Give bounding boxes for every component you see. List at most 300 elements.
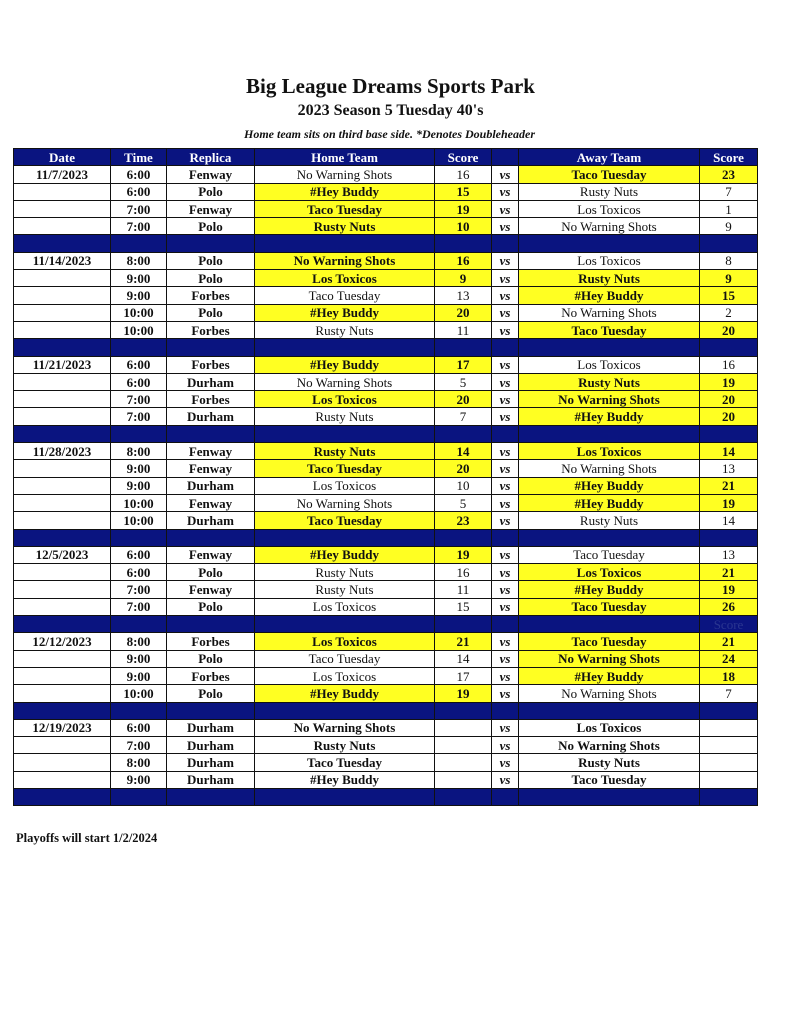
game-time: 6:00	[111, 719, 167, 736]
away-team: Los Toxicos	[519, 443, 700, 460]
home-score: 20	[435, 391, 492, 408]
game-time: 6:00	[111, 166, 167, 183]
game-replica-field: Polo	[167, 270, 255, 287]
game-replica-field: Polo	[167, 598, 255, 615]
game-replica-field: Fenway	[167, 166, 255, 183]
header-row	[14, 149, 758, 166]
vs-label: vs	[492, 391, 519, 408]
separator-cell	[255, 235, 435, 252]
game-time: 7:00	[111, 581, 167, 598]
away-score: 7	[700, 183, 758, 200]
separator-cell	[492, 702, 519, 719]
separator-cell	[492, 788, 519, 805]
away-team: Taco Tuesday	[519, 546, 700, 563]
game-row	[14, 460, 758, 477]
game-time: 8:00	[111, 754, 167, 771]
vs-label: vs	[492, 252, 519, 269]
vs-label: vs	[492, 183, 519, 200]
game-replica-field: Durham	[167, 737, 255, 754]
home-score: 19	[435, 200, 492, 217]
separator-cell	[111, 529, 167, 546]
home-score: 14	[435, 443, 492, 460]
home-score: 5	[435, 494, 492, 511]
vs-label: vs	[492, 373, 519, 390]
home-team: No Warning Shots	[255, 373, 435, 390]
game-time: 7:00	[111, 408, 167, 425]
home-team: Los Toxicos	[255, 477, 435, 494]
game-time: 7:00	[111, 737, 167, 754]
home-team: Taco Tuesday	[255, 754, 435, 771]
away-team: Rusty Nuts	[519, 754, 700, 771]
separator-cell	[435, 702, 492, 719]
page-title: Big League Dreams Sports Park	[246, 74, 535, 98]
game-date	[14, 581, 111, 598]
game-row	[14, 287, 758, 304]
home-team: #Hey Buddy	[255, 356, 435, 373]
game-replica-field: Polo	[167, 650, 255, 667]
vs-label: vs	[492, 633, 519, 650]
game-time: 9:00	[111, 270, 167, 287]
home-score: 7	[435, 408, 492, 425]
game-row	[14, 183, 758, 200]
game-replica-field: Fenway	[167, 200, 255, 217]
game-date	[14, 270, 111, 287]
week-separator-row	[14, 788, 758, 805]
separator-cell	[167, 616, 255, 633]
game-row	[14, 166, 758, 183]
game-time: 8:00	[111, 443, 167, 460]
separator-cell	[167, 788, 255, 805]
away-team: #Hey Buddy	[519, 581, 700, 598]
vs-label: vs	[492, 512, 519, 529]
game-replica-field: Durham	[167, 408, 255, 425]
away-score: 18	[700, 667, 758, 684]
game-time: 6:00	[111, 546, 167, 563]
game-date	[14, 564, 111, 581]
separator-cell	[700, 788, 758, 805]
vs-label: vs	[492, 494, 519, 511]
game-row	[14, 650, 758, 667]
game-row	[14, 391, 758, 408]
vs-label: vs	[492, 564, 519, 581]
vs-label: vs	[492, 667, 519, 684]
game-date	[14, 304, 111, 321]
home-team: Los Toxicos	[255, 270, 435, 287]
separator-cell	[700, 529, 758, 546]
away-team: Los Toxicos	[519, 719, 700, 736]
col-header-away-score: Score	[700, 149, 758, 166]
away-score: 9	[700, 218, 758, 235]
separator-cell	[14, 616, 111, 633]
game-row	[14, 633, 758, 650]
home-score: 9	[435, 270, 492, 287]
col-header-replica: Replica	[167, 149, 255, 166]
game-time: 9:00	[111, 771, 167, 788]
home-score: 17	[435, 667, 492, 684]
game-date	[14, 771, 111, 788]
game-time: 7:00	[111, 218, 167, 235]
away-team: Rusty Nuts	[519, 512, 700, 529]
away-team: Los Toxicos	[519, 252, 700, 269]
game-replica-field: Fenway	[167, 494, 255, 511]
separator-cell	[14, 788, 111, 805]
away-team: Rusty Nuts	[519, 183, 700, 200]
home-score: 13	[435, 287, 492, 304]
week-separator-row	[14, 616, 758, 633]
away-team: #Hey Buddy	[519, 408, 700, 425]
game-row	[14, 477, 758, 494]
game-replica-field: Durham	[167, 373, 255, 390]
home-score: 14	[435, 650, 492, 667]
separator-cell	[700, 425, 758, 442]
vs-label: vs	[492, 218, 519, 235]
home-team: #Hey Buddy	[255, 771, 435, 788]
away-team: #Hey Buddy	[519, 667, 700, 684]
home-team: Taco Tuesday	[255, 200, 435, 217]
game-date	[14, 183, 111, 200]
separator-cell	[435, 339, 492, 356]
away-team: #Hey Buddy	[519, 287, 700, 304]
home-team: Taco Tuesday	[255, 650, 435, 667]
away-team: Los Toxicos	[519, 356, 700, 373]
home-score: 21	[435, 633, 492, 650]
game-replica-field: Forbes	[167, 667, 255, 684]
vs-label: vs	[492, 287, 519, 304]
game-date: 11/7/2023	[14, 166, 111, 183]
game-row	[14, 564, 758, 581]
home-score: 10	[435, 477, 492, 494]
col-header-date: Date	[14, 149, 111, 166]
game-date: 12/12/2023	[14, 633, 111, 650]
game-row	[14, 408, 758, 425]
away-score: 13	[700, 460, 758, 477]
home-team: Rusty Nuts	[255, 581, 435, 598]
game-replica-field: Polo	[167, 685, 255, 702]
away-team: No Warning Shots	[519, 460, 700, 477]
game-time: 6:00	[111, 564, 167, 581]
game-replica-field: Durham	[167, 512, 255, 529]
col-header-away-team: Away Team	[519, 149, 700, 166]
home-score: 23	[435, 512, 492, 529]
away-score: 21	[700, 564, 758, 581]
away-score: 19	[700, 373, 758, 390]
separator-cell	[14, 529, 111, 546]
game-date	[14, 321, 111, 338]
game-row	[14, 252, 758, 269]
home-team: Rusty Nuts	[255, 321, 435, 338]
separator-cell	[435, 425, 492, 442]
away-score: 13	[700, 546, 758, 563]
away-team: Rusty Nuts	[519, 270, 700, 287]
game-row	[14, 356, 758, 373]
home-team: No Warning Shots	[255, 166, 435, 183]
col-header-home-score: Score	[435, 149, 492, 166]
separator-cell	[14, 339, 111, 356]
away-team: No Warning Shots	[519, 218, 700, 235]
home-team: Los Toxicos	[255, 598, 435, 615]
separator-cell	[14, 235, 111, 252]
away-score: 8	[700, 252, 758, 269]
game-row	[14, 581, 758, 598]
game-replica-field: Fenway	[167, 581, 255, 598]
away-score: 20	[700, 321, 758, 338]
home-score: 17	[435, 356, 492, 373]
game-date	[14, 218, 111, 235]
season-subtitle: 2023 Season 5 Tuesday 40's	[297, 102, 484, 119]
game-date	[14, 477, 111, 494]
vs-label: vs	[492, 754, 519, 771]
game-row	[14, 512, 758, 529]
home-team: Rusty Nuts	[255, 443, 435, 460]
separator-cell	[111, 702, 167, 719]
separator-cell	[111, 235, 167, 252]
vs-label: vs	[492, 304, 519, 321]
game-time: 9:00	[111, 650, 167, 667]
game-replica-field: Fenway	[167, 460, 255, 477]
home-team: Los Toxicos	[255, 667, 435, 684]
separator-cell	[167, 339, 255, 356]
separator-cell	[519, 425, 700, 442]
away-team: No Warning Shots	[519, 650, 700, 667]
game-time: 10:00	[111, 685, 167, 702]
game-date	[14, 754, 111, 771]
away-team: No Warning Shots	[519, 391, 700, 408]
week-separator-row	[14, 425, 758, 442]
game-row	[14, 494, 758, 511]
game-date	[14, 512, 111, 529]
away-score	[700, 754, 758, 771]
vs-label: vs	[492, 166, 519, 183]
home-score: 15	[435, 598, 492, 615]
game-replica-field: Forbes	[167, 391, 255, 408]
game-row	[14, 754, 758, 771]
home-team: Rusty Nuts	[255, 564, 435, 581]
separator-cell	[700, 235, 758, 252]
separator-cell	[519, 339, 700, 356]
col-header-time: Time	[111, 149, 167, 166]
away-team: #Hey Buddy	[519, 477, 700, 494]
game-date	[14, 650, 111, 667]
home-team: #Hey Buddy	[255, 685, 435, 702]
game-time: 10:00	[111, 321, 167, 338]
away-team: Taco Tuesday	[519, 633, 700, 650]
game-time: 7:00	[111, 391, 167, 408]
game-row	[14, 200, 758, 217]
separator-cell	[255, 788, 435, 805]
vs-label: vs	[492, 650, 519, 667]
vs-label: vs	[492, 771, 519, 788]
game-replica-field: Forbes	[167, 287, 255, 304]
away-score: 20	[700, 391, 758, 408]
week-separator-row	[14, 529, 758, 546]
home-score: 16	[435, 252, 492, 269]
vs-label: vs	[492, 598, 519, 615]
home-score	[435, 737, 492, 754]
game-row	[14, 270, 758, 287]
game-time: 7:00	[111, 200, 167, 217]
home-team: No Warning Shots	[255, 494, 435, 511]
week-separator-row	[14, 235, 758, 252]
game-replica-field: Forbes	[167, 633, 255, 650]
separator-cell	[255, 529, 435, 546]
game-date	[14, 408, 111, 425]
away-team: No Warning Shots	[519, 304, 700, 321]
away-score: 15	[700, 287, 758, 304]
game-row	[14, 771, 758, 788]
away-team: Taco Tuesday	[519, 321, 700, 338]
game-row	[14, 685, 758, 702]
separator-cell	[519, 616, 700, 633]
game-row	[14, 719, 758, 736]
game-replica-field: Durham	[167, 771, 255, 788]
home-team: #Hey Buddy	[255, 546, 435, 563]
game-time: 10:00	[111, 494, 167, 511]
away-score: 20	[700, 408, 758, 425]
away-score: 23	[700, 166, 758, 183]
home-team: Los Toxicos	[255, 391, 435, 408]
game-replica-field: Polo	[167, 304, 255, 321]
home-score: 19	[435, 685, 492, 702]
vs-label: vs	[492, 408, 519, 425]
game-date	[14, 598, 111, 615]
game-time: 8:00	[111, 633, 167, 650]
game-row	[14, 546, 758, 563]
vs-label: vs	[492, 200, 519, 217]
game-date	[14, 685, 111, 702]
home-team: No Warning Shots	[255, 719, 435, 736]
schedule-table	[13, 148, 758, 806]
home-score	[435, 754, 492, 771]
game-time: 9:00	[111, 460, 167, 477]
separator-cell	[492, 425, 519, 442]
game-row	[14, 321, 758, 338]
vs-label: vs	[492, 546, 519, 563]
home-team: Taco Tuesday	[255, 287, 435, 304]
game-replica-field: Polo	[167, 252, 255, 269]
separator-cell	[255, 616, 435, 633]
separator-cell	[519, 788, 700, 805]
game-replica-field: Polo	[167, 183, 255, 200]
week-separator-row	[14, 339, 758, 356]
away-score	[700, 737, 758, 754]
game-time: 6:00	[111, 183, 167, 200]
separator-cell	[492, 529, 519, 546]
week-separator-row	[14, 702, 758, 719]
separator-cell	[435, 235, 492, 252]
separator-cell	[519, 702, 700, 719]
separator-cell	[700, 339, 758, 356]
schedule-note: Home team sits on third base side. *Denotes Doubleheader	[244, 127, 535, 141]
game-time: 6:00	[111, 356, 167, 373]
game-replica-field: Polo	[167, 218, 255, 235]
away-score: 14	[700, 443, 758, 460]
home-team: Los Toxicos	[255, 633, 435, 650]
game-row	[14, 443, 758, 460]
game-time: 6:00	[111, 373, 167, 390]
game-time: 7:00	[111, 598, 167, 615]
home-score: 20	[435, 460, 492, 477]
separator-cell	[435, 788, 492, 805]
away-score: 7	[700, 685, 758, 702]
home-score: 19	[435, 546, 492, 563]
separator-cell	[167, 425, 255, 442]
game-date	[14, 373, 111, 390]
separator-cell	[111, 425, 167, 442]
separator-cell	[255, 339, 435, 356]
game-row	[14, 667, 758, 684]
game-date: 11/14/2023	[14, 252, 111, 269]
game-replica-field: Forbes	[167, 321, 255, 338]
home-score: 16	[435, 564, 492, 581]
vs-label: vs	[492, 581, 519, 598]
game-replica-field: Durham	[167, 754, 255, 771]
home-score: 10	[435, 218, 492, 235]
game-date: 12/19/2023	[14, 719, 111, 736]
schedule-body	[14, 166, 758, 806]
game-row	[14, 373, 758, 390]
col-header-home-team: Home Team	[255, 149, 435, 166]
home-team: Taco Tuesday	[255, 512, 435, 529]
home-team: Taco Tuesday	[255, 460, 435, 477]
game-date	[14, 391, 111, 408]
separator-cell	[255, 425, 435, 442]
away-team: Los Toxicos	[519, 200, 700, 217]
separator-cell	[435, 529, 492, 546]
separator-cell	[111, 788, 167, 805]
game-time: 8:00	[111, 252, 167, 269]
away-team: No Warning Shots	[519, 737, 700, 754]
game-time: 9:00	[111, 477, 167, 494]
away-score: 1	[700, 200, 758, 217]
game-row	[14, 304, 758, 321]
away-score: 21	[700, 633, 758, 650]
game-date: 11/21/2023	[14, 356, 111, 373]
game-date	[14, 667, 111, 684]
game-replica-field: Polo	[167, 564, 255, 581]
away-score: 21	[700, 477, 758, 494]
game-time: 9:00	[111, 287, 167, 304]
separator-cell	[519, 529, 700, 546]
game-row	[14, 218, 758, 235]
game-time: 9:00	[111, 667, 167, 684]
game-replica-field: Forbes	[167, 356, 255, 373]
separator-cell	[167, 529, 255, 546]
game-date: 12/5/2023	[14, 546, 111, 563]
home-team: #Hey Buddy	[255, 304, 435, 321]
home-score: 11	[435, 581, 492, 598]
separator-cell	[167, 702, 255, 719]
separator-cell	[492, 616, 519, 633]
away-score: 24	[700, 650, 758, 667]
away-score: 14	[700, 512, 758, 529]
game-date	[14, 460, 111, 477]
vs-label: vs	[492, 477, 519, 494]
vs-label: vs	[492, 356, 519, 373]
game-date	[14, 494, 111, 511]
home-team: Rusty Nuts	[255, 408, 435, 425]
game-date	[14, 287, 111, 304]
vs-label: vs	[492, 321, 519, 338]
vs-label: vs	[492, 685, 519, 702]
away-team: Taco Tuesday	[519, 166, 700, 183]
vs-label: vs	[492, 737, 519, 754]
home-score	[435, 771, 492, 788]
home-team: Rusty Nuts	[255, 218, 435, 235]
away-score: 2	[700, 304, 758, 321]
playoffs-note: Playoffs will start 1/2/2024	[16, 831, 158, 845]
away-score: 16	[700, 356, 758, 373]
home-team: No Warning Shots	[255, 252, 435, 269]
